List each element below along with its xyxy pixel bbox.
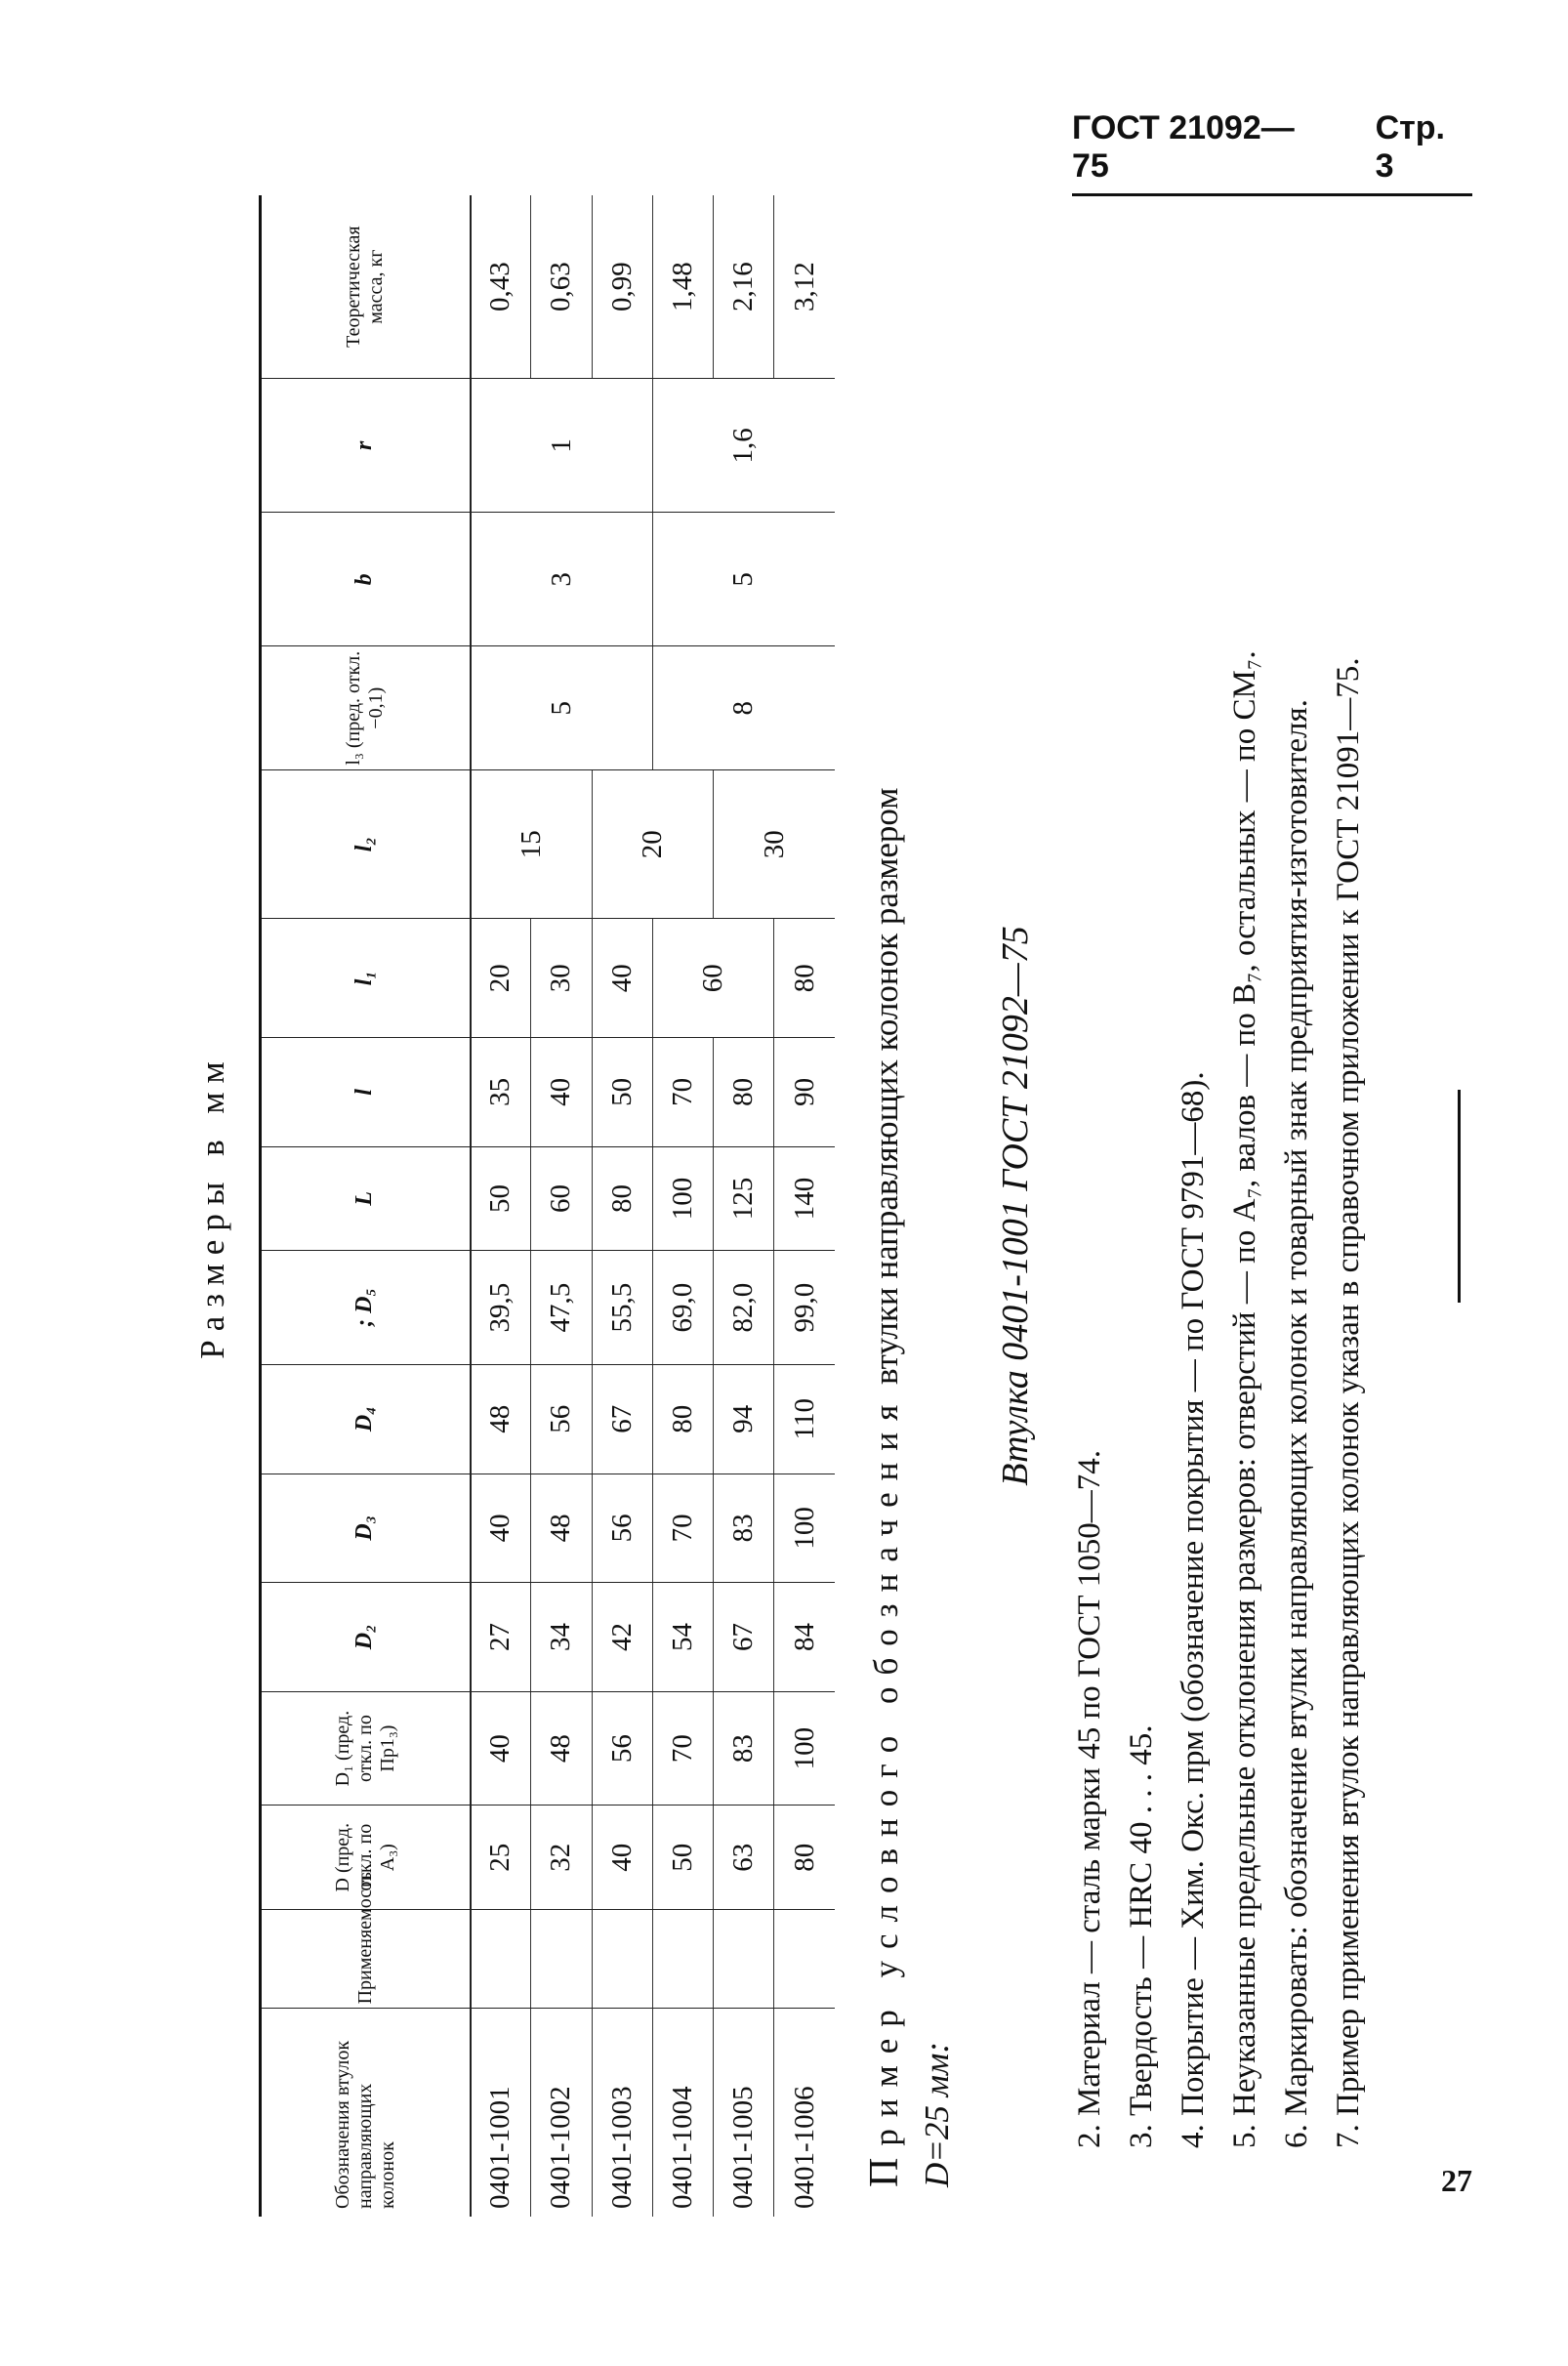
cell-l: 70 bbox=[652, 1038, 713, 1147]
cell-b: 3 bbox=[471, 513, 653, 646]
cell-code: 0401-1003 bbox=[592, 2009, 652, 2217]
col-header: D₂ bbox=[261, 1583, 471, 1692]
col-header: Применяемость bbox=[261, 1909, 471, 2008]
cell-applicability bbox=[592, 1909, 652, 2008]
col-header: Теоретическая масса, кг bbox=[261, 195, 471, 379]
cell-mass: 0,43 bbox=[471, 195, 531, 379]
cell-l1: 20 bbox=[471, 919, 531, 1038]
table-header-row bbox=[261, 195, 471, 2217]
cell-d2: 34 bbox=[531, 1583, 592, 1692]
cell-applicability bbox=[652, 1909, 713, 2008]
cell-mass: 1,48 bbox=[652, 195, 713, 379]
cell-d4: 67 bbox=[592, 1364, 652, 1474]
cell-applicability bbox=[714, 1909, 774, 2008]
col-header: b bbox=[261, 513, 471, 646]
col-header: l₁ bbox=[261, 919, 471, 1038]
page-header bbox=[1072, 109, 1472, 196]
cell-code: 0401-1002 bbox=[531, 2009, 592, 2217]
cell-mass: 2,16 bbox=[714, 195, 774, 379]
cell-len: 140 bbox=[774, 1146, 835, 1251]
cell-len: 125 bbox=[714, 1146, 774, 1251]
cell-l1: 80 bbox=[774, 919, 835, 1038]
cell-d3: 70 bbox=[652, 1474, 713, 1583]
cell-len: 60 bbox=[531, 1146, 592, 1251]
designation-line: Втулка 0401-1001 ГОСТ 21092—75 bbox=[995, 926, 1036, 1486]
cell-code: 0401-1001 bbox=[471, 2009, 531, 2217]
rotated-content bbox=[176, 195, 1513, 2217]
table-row bbox=[471, 195, 531, 2217]
example-text: втулки направляющих колонок размером bbox=[867, 787, 905, 1386]
note-item: 5. Неуказанные предельные отклонения размеров: отверстий — по A₇, валов — по B₇, остальных — по CM₇. bbox=[1227, 650, 1262, 2148]
cell-len: 100 bbox=[652, 1146, 713, 1251]
cell-d2: 27 bbox=[471, 1583, 531, 1692]
cell-d: 40 bbox=[592, 1806, 652, 1910]
col-header: D₃ bbox=[261, 1474, 471, 1583]
example-size: D=25 мм: bbox=[918, 2042, 956, 2187]
cell-len: 80 bbox=[592, 1146, 652, 1251]
designation-example bbox=[859, 215, 963, 2187]
cell-d5: 99,0 bbox=[774, 1251, 835, 1365]
cell-d: 63 bbox=[714, 1806, 774, 1910]
cell-code: 0401-1004 bbox=[652, 2009, 713, 2217]
cell-d3: 56 bbox=[592, 1474, 652, 1583]
cell-d1: 100 bbox=[774, 1691, 835, 1806]
cell-r: 1 bbox=[471, 379, 653, 513]
cell-b: 5 bbox=[652, 513, 835, 646]
cell-d3: 48 bbox=[531, 1474, 592, 1583]
cell-d1: 40 bbox=[471, 1691, 531, 1806]
col-header: l₂ bbox=[261, 770, 471, 919]
col-header: D₁ (пред. откл. по Пр1₃) bbox=[261, 1691, 471, 1806]
col-header: Обозначения втулок направляющих колонок bbox=[261, 2009, 471, 2217]
col-header: ; D₅ bbox=[261, 1251, 471, 1365]
cell-l: 80 bbox=[714, 1038, 774, 1147]
cell-d4: 56 bbox=[531, 1364, 592, 1474]
cell-l: 90 bbox=[774, 1038, 835, 1147]
cell-d2: 84 bbox=[774, 1583, 835, 1692]
table-row bbox=[652, 195, 713, 2217]
cell-r: 1,6 bbox=[652, 379, 835, 513]
cell-d4: 110 bbox=[774, 1364, 835, 1474]
col-header: r bbox=[261, 379, 471, 513]
note-item: 7. Пример применения втулок направляющих колонок указан в справочном приложении к ГОСТ 21091—75. bbox=[1331, 657, 1366, 2148]
standard-number: ГОСТ 21092—75 bbox=[1072, 109, 1295, 185]
cell-d1: 83 bbox=[714, 1691, 774, 1806]
cell-d5: 39,5 bbox=[471, 1251, 531, 1365]
table-caption: Размеры в мм bbox=[193, 1053, 231, 1359]
cell-l2: 20 bbox=[592, 770, 714, 919]
cell-d3: 40 bbox=[471, 1474, 531, 1583]
cell-l1: 40 bbox=[592, 919, 652, 1038]
col-header: D (пред. откл. по A₃) bbox=[261, 1806, 471, 1910]
cell-l2: 15 bbox=[471, 770, 593, 919]
cell-applicability bbox=[774, 1909, 835, 2008]
cell-len: 50 bbox=[471, 1146, 531, 1251]
cell-d: 80 bbox=[774, 1806, 835, 1910]
example-lead-letter: П bbox=[862, 2145, 907, 2187]
col-header: l₃ (пред. откл. −0,1) bbox=[261, 646, 471, 770]
cell-mass: 0,99 bbox=[592, 195, 652, 379]
cell-mass: 3,12 bbox=[774, 195, 835, 379]
cell-d4: 48 bbox=[471, 1364, 531, 1474]
cell-l: 35 bbox=[471, 1038, 531, 1147]
page-label: Стр. 3 bbox=[1375, 109, 1445, 185]
cell-d4: 94 bbox=[714, 1364, 774, 1474]
note-item: 2. Материал — сталь марки 45 по ГОСТ 1050—74. bbox=[1072, 1449, 1107, 2148]
cell-d5: 47,5 bbox=[531, 1251, 592, 1365]
col-header: D₄ bbox=[261, 1364, 471, 1474]
cell-l: 50 bbox=[592, 1038, 652, 1147]
note-item: 4. Покрытие — Хим. Окс. прм (обозначение покрытия — по ГОСТ 9791—68). bbox=[1176, 1071, 1211, 2148]
cell-l1: 30 bbox=[531, 919, 592, 1038]
cell-l: 40 bbox=[531, 1038, 592, 1147]
note-item: 3. Твердость — HRC 40 . . . 45. bbox=[1124, 1724, 1159, 2148]
cell-mass: 0,63 bbox=[531, 195, 592, 379]
col-header: l bbox=[261, 1038, 471, 1147]
cell-d2: 54 bbox=[652, 1583, 713, 1692]
cell-code: 0401-1005 bbox=[714, 2009, 774, 2217]
cell-d1: 56 bbox=[592, 1691, 652, 1806]
cell-d: 32 bbox=[531, 1806, 592, 1910]
note-item: 6. Маркировать: обозначение втулки направляющих колонок и товарный знак предприятия-изготовителя. bbox=[1279, 699, 1314, 2148]
col-header: L bbox=[261, 1146, 471, 1251]
dimensions-table bbox=[259, 195, 835, 2217]
cell-d5: 55,5 bbox=[592, 1251, 652, 1365]
cell-code: 0401-1006 bbox=[774, 2009, 835, 2217]
cell-d: 50 bbox=[652, 1806, 713, 1910]
cell-l1: 60 bbox=[652, 919, 774, 1038]
example-spaced-text: ример условного обозначения bbox=[867, 1392, 905, 2146]
page-number: 27 bbox=[1441, 2163, 1472, 2198]
cell-d5: 69,0 bbox=[652, 1251, 713, 1365]
cell-d2: 67 bbox=[714, 1583, 774, 1692]
cell-d4: 80 bbox=[652, 1364, 713, 1474]
notes-list bbox=[1064, 215, 1375, 2187]
cell-l3: 8 bbox=[652, 646, 835, 770]
cell-d1: 70 bbox=[652, 1691, 713, 1806]
cell-d3: 83 bbox=[714, 1474, 774, 1583]
cell-d1: 48 bbox=[531, 1691, 592, 1806]
cell-d3: 100 bbox=[774, 1474, 835, 1583]
cell-d: 25 bbox=[471, 1806, 531, 1910]
cell-l2: 30 bbox=[714, 770, 836, 919]
cell-d2: 42 bbox=[592, 1583, 652, 1692]
cell-applicability bbox=[471, 1909, 531, 2008]
cell-applicability bbox=[531, 1909, 592, 2008]
cell-d5: 82,0 bbox=[714, 1251, 774, 1365]
cell-l3: 5 bbox=[471, 646, 653, 770]
